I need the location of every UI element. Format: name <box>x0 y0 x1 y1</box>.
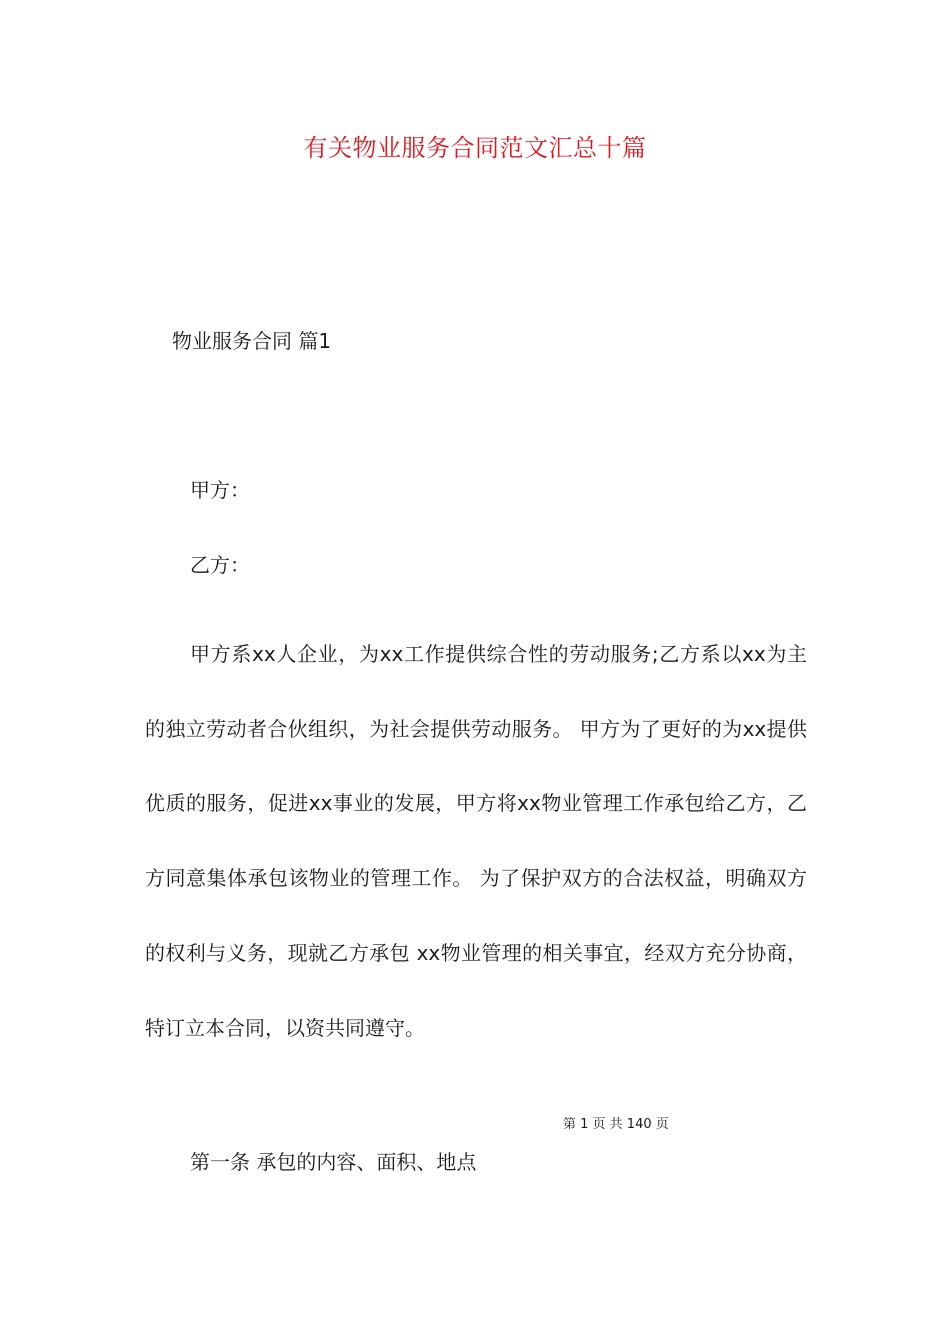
section-heading: 物业服务合同 篇1 <box>172 329 332 353</box>
contract-body-paragraph: 甲方系xx人企业，为xx工作提供综合性的劳动服务;乙方系以xx为主的独立劳动者合伙组织，为社会提供劳动服务。 甲方为了更好的为xx提供优质的服务，促进xx事业的发展，甲方将xx物业管理工作承包给乙方，乙方同意集体承包该物业的管理工作。 为了保护双方的合法权益，明确双方的权利与义务，现就乙方承包 xx物业管理的相关事宜，经双方充分协商，特订立本合同，以资共同遵守。 <box>145 642 807 1040</box>
article-heading: 第一条 承包的内容、面积、地点 <box>190 1150 477 1174</box>
document-title: 有关物业服务合同范文汇总十篇 <box>303 134 647 162</box>
party-a-label: 甲方： <box>190 478 250 502</box>
page-number-footer: 第 1 页 共 140 页 <box>563 1117 669 1132</box>
party-b-label: 乙方： <box>190 553 250 577</box>
